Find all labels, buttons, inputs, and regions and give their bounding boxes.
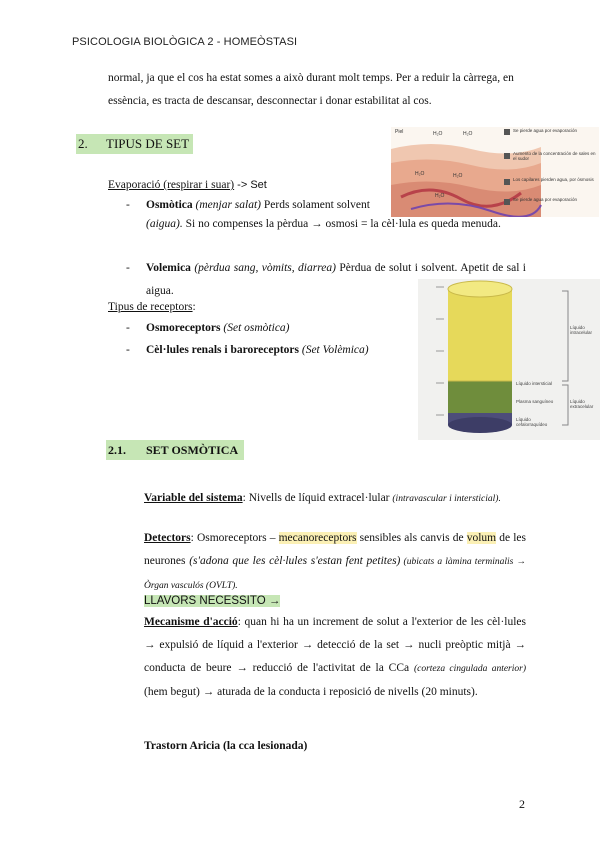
detectors-t3: de les neurones [144,532,526,567]
detectors-paren: (s'adona que les cèl·lules s'estan fent petites) [189,555,401,567]
receptor-item-2-paren: (Set Volèmica) [301,344,369,356]
receptors-heading: Tipus de receptors: [108,301,196,313]
skin-label-h2o-4: H₂O [453,173,463,179]
mecanisme-paragraph: Mecanisme d'acció: quan hi ha un increment de solut a l'exterior de les cèl·lules → expulsió de líquid a l'exterior → detecció de la set → nucli preòptic mitjà → conducta de beure → reducció de l'activitat de la CCa (corteza cingulada anterior) (hem begut) → aturada de la conducta i reposició de nivells (20 minuts). [144,616,527,698]
section-2-heading [76,134,193,154]
osmotica-text2: Si no compenses la pèrdua → osmosi = la cèl·lula es queda menuda. [182,218,501,230]
section-2-1-title: SET OSMÒTICA [146,443,239,457]
cylinder-label-cefalorraquideo: Líquido cefalorraquídeo [516,417,548,427]
variable-label: Variable del sistema [144,492,243,504]
evaporacio-label: Evaporació (respirar i suar) [108,179,235,191]
detectors-t1: Osmoreceptors – [193,532,279,544]
volemica-dash: - [126,262,130,274]
mecanisme-label: Mecanisme d'acció [144,616,238,628]
cylinder-label-intracelular: Líquido intracelular [570,325,593,335]
skin-label-h2o-5: H₂O [435,193,445,199]
skin-label-evap-1: Se pierde agua por evaporación [513,128,578,133]
osmotica-line-2 [146,213,526,236]
osmotica-text1: Perds solament solvent [261,199,370,211]
variable-paragraph: Variable del sistema: Nivells de líquid extracel·lular (intravascular i intersticial). [144,492,501,504]
section-2-title: TIPUS DE SET [106,136,190,151]
skin-label-capilares: Los capilares pierden agua, por ósmosis [513,177,594,182]
trastorn-heading: Trastorn Aricia (la cca lesionada) [144,740,308,752]
skin-evaporation-figure [391,127,599,217]
detectors-small: (ubicats a làmina terminalis → Òrgan vasculós (OVLT). [144,557,526,591]
receptor-item-1 [146,317,290,340]
section-2-number: 2. [78,136,88,151]
cylinder-label-extracelular: Líquido extracelular [570,399,594,409]
receptor-item-1-name: Osmoreceptors [146,322,221,334]
detectors-t2: sensibles als canvis de [356,532,467,544]
intro-paragraph: normal, ja que el cos ha estat somes a això durant molt temps. Per a reduir la càrrega, en essència, es tracta de descansar, desconnectar i donar estabilitat al cos. [108,72,514,107]
variable-paren: (intravascular i intersticial). [392,494,501,504]
detectors-label: Detectors [144,532,191,544]
receptor-dash-1: - [126,322,130,334]
mecanisme-t1: quan hi ha un increment de solut a l'exterior de les cèl·lules → expulsió de líquid a l'exterior → detecció de la set → nucli preòptic mitjà → conducta de beure → reducció de l'activitat de la CCa [144,616,526,674]
section-2-1-heading [106,440,244,460]
receptor-item-1-paren: (Set osmòtica) [223,322,290,334]
body-fluid-cylinder-figure [418,279,600,440]
mecanisme-small: (corteza cingulada anterior) [413,664,527,674]
receptor-dash-2: - [126,344,130,356]
evaporacio-rest: -> Set [234,179,267,191]
page-header: PSICOLOGIA BIOLÒGICA 2 - HOMEÒSTASI [72,36,298,48]
section-2-1-number: 2.1. [108,443,126,457]
skin-label-sales: Aumento de la concentración de sales en el sudor [513,151,596,161]
receptors-label: Tipus de receptors [108,301,193,313]
cylinder-label-intersticial: Líquido intersticial [516,381,553,386]
skin-label-evap-2: Se pierde agua por evaporación [513,197,578,202]
volemica-name: Volemica [146,262,191,274]
llavors-text: LLAVORS NECESSITO → [144,595,281,607]
osmotica-name: Osmòtica [146,199,193,211]
mecanisme-t2: (hem begut) → aturada de la conducta i reposició de nivells (20 minuts). [144,686,478,698]
receptor-item-2-name: Cèl·lules renals i baroreceptors [146,344,299,356]
receptor-item-2 [146,339,369,362]
llavors-line [144,590,280,613]
volemica-paren: (pèrdua sang, vòmits, diarrea) [194,262,336,274]
skin-label-h2o-2: H₂O [463,131,473,137]
osmotica-paren2: (aigua). [146,218,183,230]
detectors-mecanoreceptors: mecanoreceptors [278,532,357,544]
skin-label-h2o-1: H₂O [433,131,443,137]
skin-label-h2o-3: H₂O [415,171,425,177]
cylinder-label-plasma: Plasma sanguíneo [516,399,554,404]
skin-label-piel: Piel [395,129,404,135]
volemica-text: Pèrdua de solut i solvent. Apetit de sal i aigua. [146,262,526,297]
osmotica-dash: - [126,199,130,211]
variable-text: Nivells de líquid extracel·lular [245,492,393,504]
page-number: 2 [519,797,525,811]
detectors-volum: volum [466,532,497,544]
detectors-paragraph: Detectors: Osmoreceptors – mecanoreceptors sensibles als canvis de volum de les neurones (s'adona que les cèl·lules s'estan fent petites) (ubicats a làmina terminalis → Òrgan vasculós (OVLT). [144,532,526,591]
osmotica-paren: (menjar salat) [195,199,261,211]
